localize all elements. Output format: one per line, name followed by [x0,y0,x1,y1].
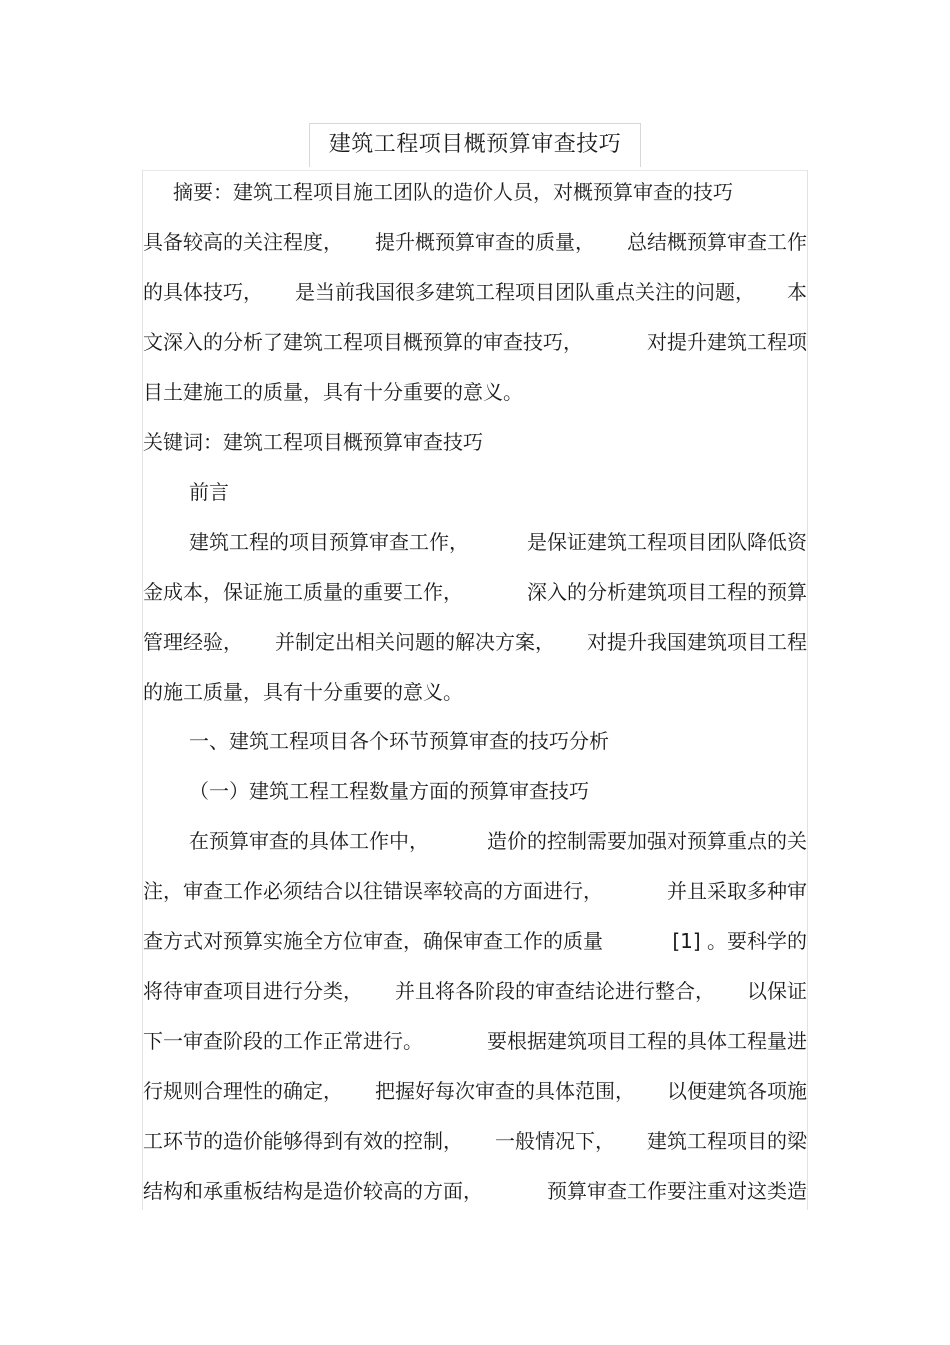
text-line [143,926,807,956]
text-segment: 造价的控制需要加强对预算重点的关 [487,829,807,854]
text-segment: 工环节的造价能够得到有效的控制， [143,1129,463,1154]
text-segment: 提升概预算审查的质量， [375,229,595,254]
document-title: 建筑工程项目概预算审查技巧 [328,132,622,157]
text-segment: 金成本，保证施工质量的重要工作， [143,579,463,604]
text-line [143,726,807,756]
text-segment: 以保证 [747,979,807,1004]
text-segment: 查方式对预算实施全方位审查，确保审查工作的质量 [143,929,603,954]
text-segment: 以便建筑各项施 [667,1079,807,1104]
text-segment: 在预算审查的具体工作中， [189,829,429,854]
text-segment: 深入的分析建筑项目工程的预算 [527,579,807,604]
text-line [143,227,807,257]
text-line [143,1076,807,1106]
text-segment: 文深入的分析了建筑工程项目概预算的审查技巧， [143,329,583,354]
text-line [143,277,807,307]
text-segment: （一）建筑工程工程数量方面的预算审查技巧 [189,779,589,804]
text-segment: [1] 。要科学的 [672,929,807,954]
text-segment: 把握好每次审查的具体范围， [375,1079,635,1104]
text-segment: 将待审查项目进行分类， [143,979,363,1004]
text-segment: 关键词：建筑工程项目概预算审查技巧 [143,429,483,454]
text-line [143,1026,807,1056]
text-segment: 是保证建筑工程项目团队降低资 [527,529,807,554]
text-segment: 并且采取多种审 [667,879,807,904]
text-segment: 一般情况下， [495,1129,615,1154]
text-line [143,677,807,707]
text-segment: 本 [787,279,807,304]
text-segment: 一、建筑工程项目各个环节预算审查的技巧分析 [189,729,609,754]
text-line [143,826,807,856]
text-segment: 预算审查工作要注重对这类造 [547,1179,807,1203]
text-segment: 具备较高的关注程度， [143,229,343,254]
text-segment: 的施工质量，具有十分重要的意义。 [143,679,463,704]
text-segment: 是当前我国很多建筑工程项目团队重点关注的问题， [295,279,755,304]
text-line [143,577,807,607]
text-segment: 对提升我国建筑项目工程 [587,629,807,654]
text-segment: 的具体技巧， [143,279,263,304]
text-line [143,976,807,1006]
text-segment: 结构和承重板结构是造价较高的方面， [143,1179,483,1203]
text-segment: 要根据建筑项目工程的具体工程量进 [487,1029,807,1054]
text-segment: 目土建施工的质量，具有十分重要的意义。 [143,379,523,404]
text-line [143,1126,807,1156]
text-line [143,427,807,457]
text-line [143,177,807,207]
text-line [143,776,807,806]
text-segment: 摘要：建筑工程项目施工团队的造价人员，对概预算审查的技巧 [173,180,733,204]
text-segment: 总结概预算审查工作 [627,229,807,254]
text-segment: 管理经验， [143,629,243,654]
text-segment: 下一审查阶段的工作正常进行。 [143,1029,423,1054]
text-line [143,477,807,507]
text-line [143,1176,807,1206]
text-segment: 并且将各阶段的审查结论进行整合， [395,979,715,1004]
text-segment: 并制定出相关问题的解决方案， [275,629,555,654]
text-segment: 行规则合理性的确定， [143,1079,343,1104]
text-segment: 建筑工程项目的梁 [647,1129,807,1154]
text-segment: 建筑工程的项目预算审查工作， [189,529,469,554]
text-line [143,377,807,407]
text-line [143,627,807,657]
text-line [143,327,807,357]
text-segment: 注，审查工作必须结合以往错误率较高的方面进行， [143,879,603,904]
text-segment: 对提升建筑工程项 [647,329,807,354]
text-segment: 前言 [189,479,229,504]
text-line [143,527,807,557]
text-line [143,876,807,906]
